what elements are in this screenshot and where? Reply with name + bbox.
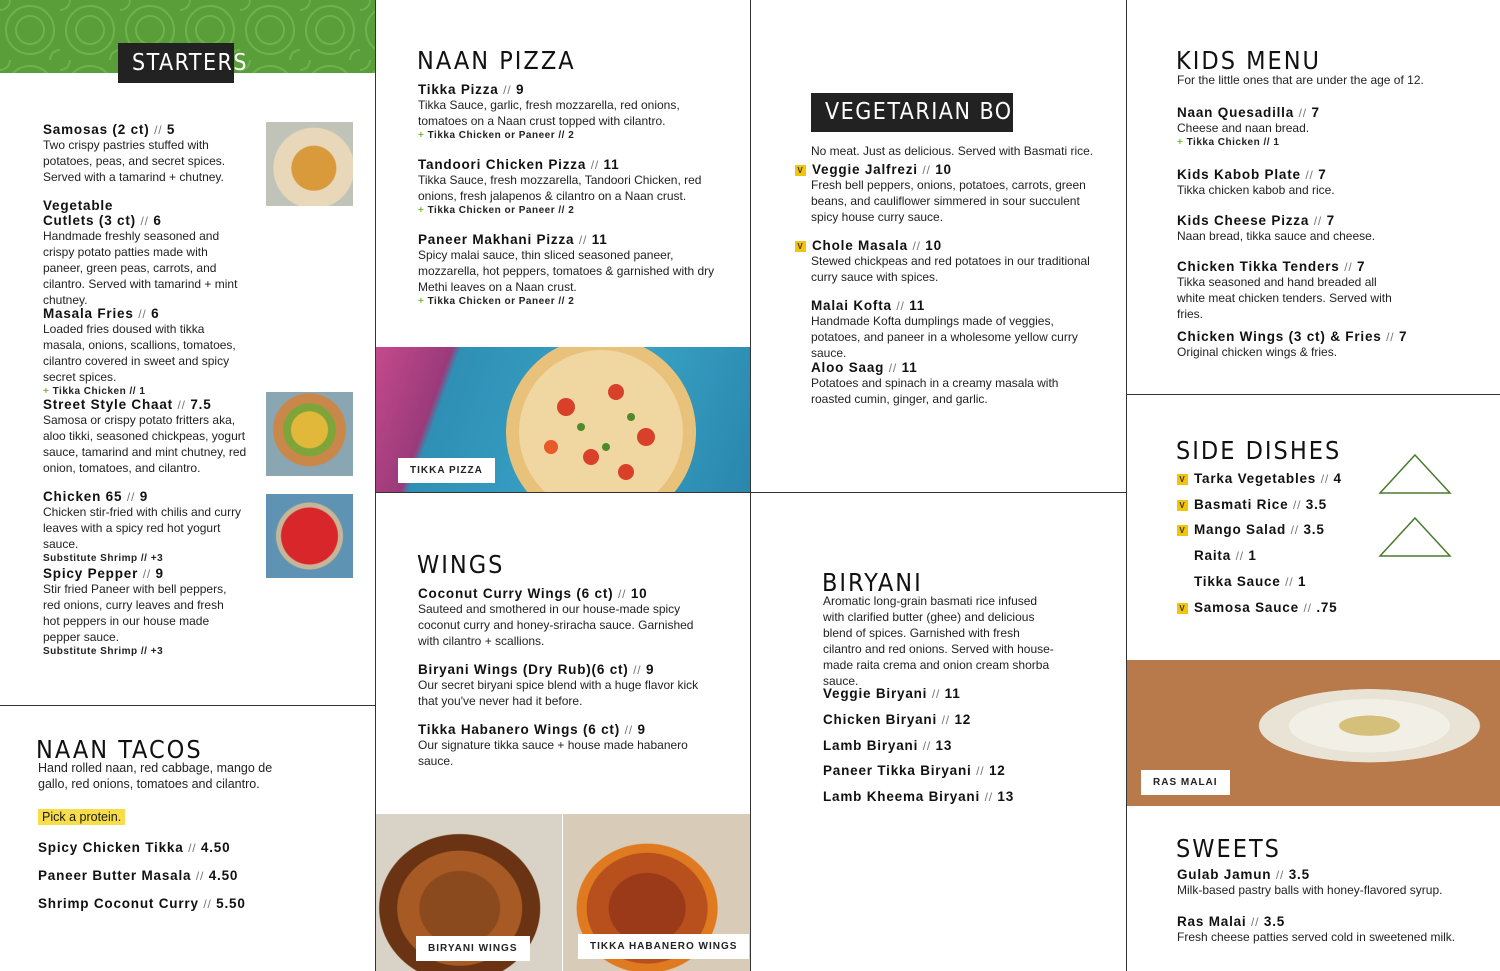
menu-item: Chicken 65 // 9 Chicken stir-fried with chilis and curry leaves with a spicy red hot yogurt sauce. Substitute Shrimp // +3 [43, 489, 248, 564]
item-name: Naan Quesadilla [1177, 105, 1295, 120]
item-price: 6 [151, 306, 160, 321]
vegetarian-bowls-title: VEGETARIAN BOWLS [811, 93, 1013, 132]
vegetarian-icon: V [1177, 603, 1188, 614]
vegetarian-icon: V [1177, 474, 1188, 485]
biryani-item: Lamb Biryani // 13 [823, 738, 953, 753]
side-item: V Samosa Sauce // .75 [1177, 600, 1337, 615]
addon-label: Tikka Chicken [1186, 137, 1261, 148]
biryani-item: Chicken Biryani // 12 [823, 712, 972, 727]
item-name: Chicken Tikka Tenders [1177, 259, 1340, 274]
menu-item: Kids Cheese Pizza // 7 Naan bread, tikka sauce and cheese. [1177, 213, 1457, 244]
vegetarian-icon: V [795, 165, 806, 176]
item-desc: Handmade Kofta dumplings made of veggies, potatoes, and paneer in a wholesome yellow curry sauce. [811, 314, 1078, 360]
substitute-label: Substitute Shrimp [43, 646, 138, 657]
item-name: Tikka Pizza [418, 82, 499, 97]
kids-menu-title: KIDS MENU [1176, 46, 1322, 75]
item-desc: Tikka Sauce, garlic, fresh mozzarella, red onions, tomatoes on a Naan crust topped with cilantro. [418, 98, 680, 128]
item-price: 9 [637, 722, 646, 737]
biryani-item: Lamb Kheema Biryani // 13 [823, 789, 1015, 804]
menu-item: Vegetable Cutlets (3 ct) // 6 Handmade freshly seasoned and crispy potato patties made with paneer, green peas, carrots, and cilantro. Served with tamarind + mint chutney. [43, 198, 248, 308]
photo-caption: TIKKA PIZZA [398, 458, 495, 483]
taco-item: Spicy Chicken Tikka // 4.50 [38, 840, 231, 855]
menu-item: Biryani Wings (Dry Rub)(6 ct) // 9 Our secret biryani spice blend with a huge flavor kick that you've never had it before. [418, 662, 718, 709]
item-price: 7 [1398, 329, 1408, 344]
item-name: Coconut Curry Wings (6 ct) [418, 586, 614, 601]
photo-caption: RAS MALAI [1141, 770, 1230, 795]
section-divider [0, 705, 375, 706]
menu-item: Spicy Pepper // 9 Stir fried Paneer with bell peppers, red onions, curry leaves and fresh hot peppers in our house made pepper sauce. Substitute Shrimp // +3 [43, 566, 227, 657]
side-item: Tikka Sauce // 1 [1194, 574, 1307, 589]
menu-item: Paneer Makhani Pizza // 11 Spicy malai sauce, thin sliced seasoned paneer, mozzarella, hot peppers, tomatoes & garnished with dry Methi leaves on a Naan crust. + Tikka Chicken or Paneer // 2 [418, 232, 718, 307]
addon-price: 1 [1273, 137, 1280, 148]
menu-item: Naan Quesadilla // 7 Cheese and naan bread. + Tikka Chicken // 1 [1177, 105, 1457, 148]
menu-item: Tikka Habanero Wings (6 ct) // 9 Our signature tikka sauce + house made habanero sauce. [418, 722, 718, 769]
side-item: V Mango Salad // 3.5 [1177, 522, 1325, 537]
addon-price: 2 [568, 205, 575, 216]
item-name: Biryani Wings (Dry Rub)(6 ct) [418, 662, 629, 677]
item-desc: Spicy malai sauce, thin sliced seasoned paneer, mozzarella, hot peppers, tomatoes & garnished with dry Methi leaves on a Naan crust. [418, 248, 715, 294]
naan-tacos-title: NAAN TACOS [36, 735, 203, 764]
item-name: Tandoori Chicken Pizza [418, 157, 587, 172]
item-name: Ras Malai [1177, 914, 1247, 929]
sweets-title: SWEETS [1176, 834, 1281, 863]
starters-title: STARTERS [118, 43, 234, 83]
item-name: Samosas (2 ct) [43, 122, 150, 137]
section-divider [750, 492, 1126, 493]
item-desc: Chicken stir-fried with chilis and curry leaves with a spicy red hot yogurt sauce. [43, 505, 242, 551]
menu-item: Gulab Jamun // 3.5 Milk-based pastry balls with honey-flavored syrup. [1177, 867, 1477, 898]
item-name: Kids Cheese Pizza [1177, 213, 1310, 228]
veg-bowls-intro: No meat. Just as delicious. Served with Basmati rice. [811, 144, 1094, 158]
item-price: 11 [591, 232, 608, 247]
item-price: 5 [166, 122, 176, 137]
vegetarian-icon: V [795, 241, 806, 252]
item-price: 3.5 [1263, 914, 1286, 929]
biryani-title: BIRYANI [822, 568, 923, 597]
column-divider [1126, 0, 1127, 971]
item-price: 11 [909, 298, 926, 313]
addon-price: 2 [568, 296, 575, 307]
item-name: Masala Fries [43, 306, 134, 321]
item-name: Vegetable [43, 198, 114, 213]
item-desc: Stewed chickpeas and red potatoes in our traditional curry sauce with spices. [811, 254, 1090, 284]
menu-item: Ras Malai // 3.5 Fresh cheese patties served cold in sweetened milk. [1177, 914, 1477, 945]
photo-caption: TIKKA HABANERO WINGS [578, 934, 749, 959]
item-price: 10 [925, 238, 942, 253]
substitute-price: +3 [150, 646, 164, 657]
item-desc: Tikka Sauce, fresh mozzarella, Tandoori Chicken, red onions, fresh jalapenos & cilantro on a Naan crust. [418, 173, 702, 203]
addon-label: Tikka Chicken [52, 386, 127, 397]
wings-title: WINGS [417, 550, 505, 579]
item-name: Chicken 65 [43, 489, 123, 504]
item-desc: Handmade freshly seasoned and crispy potato patties made with paneer, green peas, carrots, and cilantro. Served with tamarind + mint chutney. [43, 229, 238, 307]
item-desc: Stir fried Paneer with bell peppers, red onions, curry leaves and fresh hot peppers in our house made pepper sauce. [43, 582, 227, 644]
menu-item: Tikka Pizza // 9 Tikka Sauce, garlic, fresh mozzarella, red onions, tomatoes on a Naan crust topped with cilantro. + Tikka Chicken or Paneer // 2 [418, 82, 718, 141]
menu-item: Street Style Chaat // 7.5 Samosa or crispy potato fritters aka, aloo tikki, seasoned chickpeas, yogurt sauce, tamarind and mint chutney, red onion, tomatoes, and cilantro. [43, 397, 247, 475]
menu-item: Samosas (2 ct) // 5 Two crispy pastries stuffed with potatoes, peas, and secret spices. Served with a tamarind + chutney. [43, 122, 248, 185]
substitute-price: +3 [150, 553, 164, 564]
item-price: 11 [603, 157, 620, 172]
biryani-desc: Aromatic long-grain basmati rice infused with clarified butter (ghee) and delicious blend of spices. Garnished with fresh cilantro and red onions. Served with house-made raita crema and onion cream shorba sauce. [823, 594, 1054, 688]
item-name: Chicken Wings (3 ct) & Fries [1177, 329, 1382, 344]
addon-label: Tikka Chicken or Paneer [427, 296, 556, 307]
item-price: 7 [1318, 167, 1327, 182]
menu-item: Tandoori Chicken Pizza // 11 Tikka Sauce, fresh mozzarella, Tandoori Chicken, red onions, fresh jalapenos & cilantro on a Naan crust. + Tikka Chicken or Paneer // 2 [418, 157, 718, 216]
photo-caption: BIRYANI WINGS [416, 936, 530, 961]
item-desc: Loaded fries doused with tikka masala, onions, scallions, tomatoes, cilantro covered in sweet and spicy secret spices. [43, 322, 236, 384]
item-name-line2: Cutlets (3 ct) [43, 213, 136, 228]
biryani-item: Veggie Biryani // 11 [823, 686, 961, 701]
column-divider [750, 0, 751, 971]
item-name: Kids Kabob Plate [1177, 167, 1301, 182]
section-divider [1126, 394, 1500, 395]
item-price: 3.5 [1288, 867, 1310, 882]
chaat-photo [266, 392, 353, 476]
item-price: 10 [630, 586, 648, 601]
item-name: Aloo Saag [811, 360, 885, 375]
addon-price: 2 [568, 130, 575, 141]
addon-label: Tikka Chicken or Paneer [427, 205, 556, 216]
item-price: 7 [1326, 213, 1335, 228]
side-dishes-title: SIDE DISHES [1176, 436, 1342, 465]
item-price: 6 [153, 213, 162, 228]
vegetarian-icon: V [1177, 525, 1188, 536]
item-price: 9 [139, 489, 149, 504]
item-name: Chole Masala [812, 238, 908, 253]
section-divider [375, 492, 750, 493]
pick-protein-highlight: Pick a protein. [38, 809, 125, 825]
item-desc: Naan bread, tikka sauce and cheese. [1177, 229, 1376, 243]
item-name: Gulab Jamun [1177, 867, 1272, 882]
menu-item: Chicken Wings (3 ct) & Fries // 7 Original chicken wings & fries. [1177, 329, 1457, 360]
item-name: Tikka Habanero Wings (6 ct) [418, 722, 621, 737]
vegetarian-icon: V [1177, 500, 1188, 511]
samosa-photo [266, 122, 353, 206]
item-desc: Fresh bell peppers, onions, potatoes, carrots, green beans, and cauliflower simmered in sour succulent spicy house curry sauce. [811, 178, 1086, 224]
item-price: 10 [935, 162, 952, 177]
menu-item: Aloo Saag // 11 Potatoes and spinach in a creamy masala with roasted cumin, ginger, and garlic. [811, 360, 1091, 407]
item-desc: Fresh cheese patties served cold in sweetened milk. [1177, 930, 1456, 944]
menu-item: Malai Kofta // 11 Handmade Kofta dumplings made of veggies, potatoes, and paneer in a wholesome yellow curry sauce. [811, 298, 1091, 361]
taco-item: Paneer Butter Masala // 4.50 [38, 868, 239, 883]
menu-item: Coconut Curry Wings (6 ct) // 10 Sauteed and smothered in our house-made spicy coconut curry and honey-sriracha sauce. Garnished with cilantro + scallions. [418, 586, 718, 649]
menu-item: Chicken Tikka Tenders // 7 Tikka seasoned and hand breaded all white meat chicken tenders. Served with fries. [1177, 259, 1402, 322]
biryani-item: Paneer Tikka Biryani // 12 [823, 763, 1006, 778]
item-desc: Cheese and naan bread. [1177, 121, 1310, 135]
item-desc: Original chicken wings & fries. [1177, 345, 1338, 359]
item-name: Veggie Jalfrezi [812, 162, 918, 177]
naan-tacos-desc: Hand rolled naan, red cabbage, mango de gallo, red onions, tomatoes and cilantro. [38, 761, 273, 791]
item-desc: Sauteed and smothered in our house-made spicy coconut curry and honey-sriracha sauce. Garnished with cilantro + scallions. [418, 602, 694, 648]
side-item: V Basmati Rice // 3.5 [1177, 497, 1327, 512]
item-price: 9 [155, 566, 164, 581]
addon-label: Tikka Chicken or Paneer [427, 130, 556, 141]
substitute-label: Substitute Shrimp [43, 553, 138, 564]
item-desc: Milk-based pastry balls with honey-flavored syrup. [1177, 883, 1443, 897]
item-desc: Our signature tikka sauce + house made habanero sauce. [418, 738, 688, 768]
taco-item: Shrimp Coconut Curry // 5.50 [38, 896, 246, 911]
item-name: Paneer Makhani Pizza [418, 232, 575, 247]
item-price: 7 [1357, 259, 1366, 274]
menu-item: V Veggie Jalfrezi // 10 Fresh bell peppers, onions, potatoes, carrots, green beans, and cauliflower simmered in sour succulent spicy house curry sauce. [795, 162, 1090, 225]
item-desc: Tikka chicken kabob and rice. [1177, 183, 1335, 197]
item-price: 7 [1311, 105, 1320, 120]
item-price: 9 [516, 82, 525, 97]
side-item: V Tarka Vegetables // 4 [1177, 471, 1342, 486]
item-desc: Our secret biryani spice blend with a huge flavor kick that you've never had it before. [418, 678, 699, 708]
kids-menu-intro: For the little ones that are under the age of 12. [1177, 73, 1424, 87]
item-price: 7.5 [190, 397, 212, 412]
chicken-65-photo [266, 494, 353, 578]
item-name: Spicy Pepper [43, 566, 139, 581]
menu-item: Kids Kabob Plate // 7 Tikka chicken kabob and rice. [1177, 167, 1457, 198]
menu-item: Masala Fries // 6 Loaded fries doused with tikka masala, onions, scallions, tomatoes, cilantro covered in sweet and spicy secret spices. + Tikka Chicken // 1 [43, 306, 248, 397]
menu-item: V Chole Masala // 10 Stewed chickpeas and red potatoes in our traditional curry sauce with spices. [795, 238, 1090, 285]
side-item: Raita // 1 [1194, 548, 1257, 563]
addon-price: 1 [139, 386, 146, 397]
item-name: Malai Kofta [811, 298, 892, 313]
item-desc: Two crispy pastries stuffed with potatoes, peas, and secret spices. Served with a tamarind + chutney. [43, 138, 226, 184]
item-name: Street Style Chaat [43, 397, 173, 412]
item-desc: Potatoes and spinach in a creamy masala with roasted cumin, ginger, and garlic. [811, 376, 1059, 406]
item-desc: Samosa or crispy potato fritters aka, aloo tikki, seasoned chickpeas, yogurt sauce, tamarind and mint chutney, red onion, tomatoes, and cilantro. [43, 413, 247, 475]
item-desc: Tikka seasoned and hand breaded all white meat chicken tenders. Served with fries. [1177, 275, 1392, 321]
item-price: 11 [901, 360, 918, 375]
item-price: 9 [646, 662, 655, 677]
triangle-decoration-icon [1378, 453, 1452, 559]
naan-pizza-title: NAAN PIZZA [417, 46, 576, 75]
